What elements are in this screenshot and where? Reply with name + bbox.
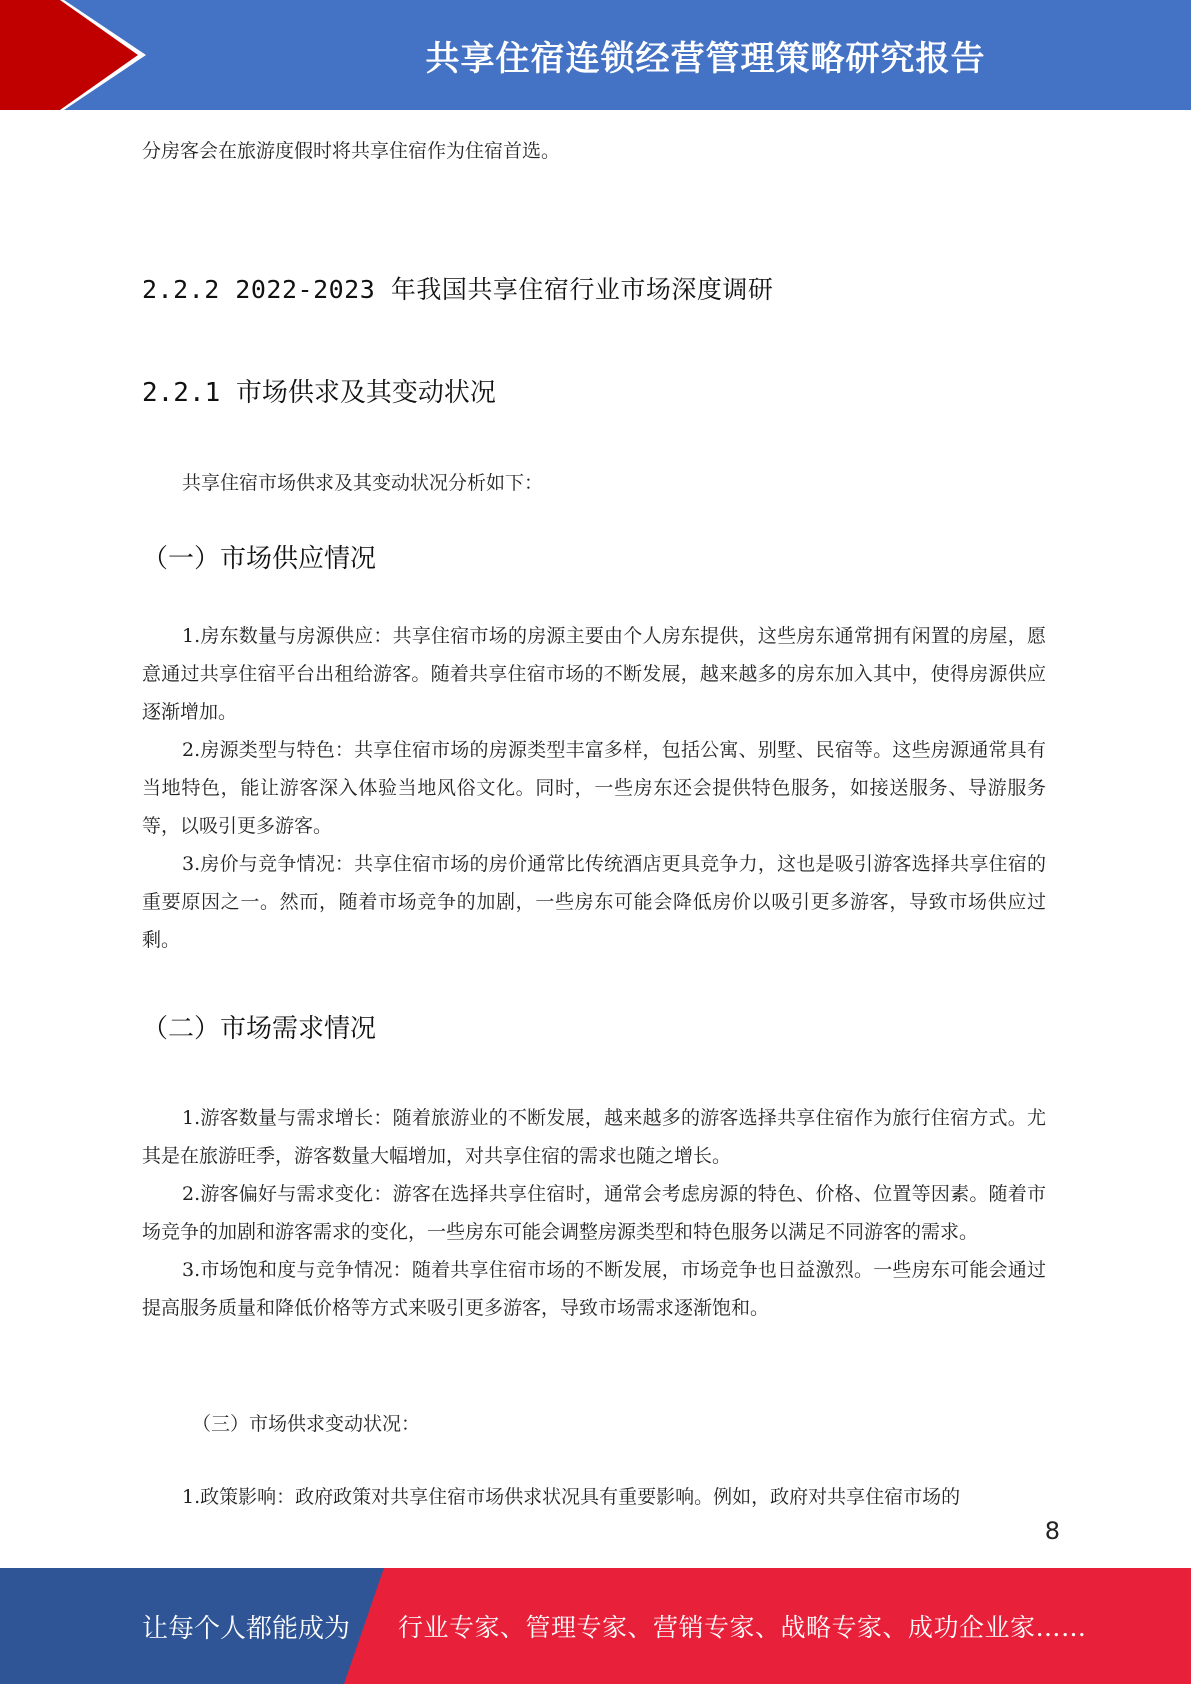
list-item: 2.房源类型与特色：共享住宿市场的房源类型丰富多样，包括公寓、别墅、民宿等。这些房源通常具有当地特色，能让游客深入体验当地风俗文化。同时，一些房东还会提供特色服务，如接送服务、导游服务等，以吸引更多游客。 <box>142 739 1046 837</box>
footer-banner <box>0 1568 1191 1684</box>
list-item: 1.游客数量与需求增长：随着旅游业的不断发展，越来越多的游客选择共享住宿作为旅行住宿方式。尤其是在旅游旺季，游客数量大幅增加，对共享住宿的需求也随之增长。 <box>142 1107 1046 1167</box>
footer-slogan-left: 让每个人都能成为 <box>142 1613 351 1644</box>
heading-2-2-1: 2.2.1 市场供求及其变动状况 <box>142 378 496 408</box>
intro-line: 分房客会在旅游度假时将共享住宿作为住宿首选。 <box>142 140 561 162</box>
header-chevron-icon <box>0 0 160 110</box>
section1-title: （一）市场供应情况 <box>142 544 377 574</box>
footer-slogan-right: 行业专家、管理专家、营销专家、战略专家、成功企业家…… <box>398 1613 1087 1642</box>
heading-2-2-2: 2.2.2 2022-2023 年我国共享住宿行业市场深度调研 <box>142 275 774 304</box>
page-number: 8 <box>1044 1517 1060 1545</box>
report-title: 共享住宿连锁经营管理策略研究报告 <box>425 38 986 79</box>
header-banner <box>0 0 1191 110</box>
lead-paragraph: 共享住宿市场供求及其变动状况分析如下： <box>182 472 544 494</box>
section3-list <box>142 1478 1046 1516</box>
list-item: 3.市场饱和度与竞争情况：随着共享住宿市场的不断发展，市场竞争也日益激烈。一些房东可能会通过提高服务质量和降低价格等方式来吸引更多游客，导致市场需求逐渐饱和。 <box>142 1259 1046 1319</box>
section2-list <box>142 1099 1046 1327</box>
section1-list <box>142 617 1046 959</box>
section2-title: （二）市场需求情况 <box>142 1014 377 1044</box>
list-item: 3.房价与竞争情况：共享住宿市场的房价通常比传统酒店更具竞争力，这也是吸引游客选择共享住宿的重要原因之一。然而，随着市场竞争的加剧，一些房东可能会降低房价以吸引更多游客，导致市场供应过剩。 <box>142 853 1046 951</box>
list-item: 1.政策影响：政府政策对共享住宿市场供求状况具有重要影响。例如，政府对共享住宿市场的 <box>182 1486 961 1508</box>
list-item: 1.房东数量与房源供应：共享住宿市场的房源主要由个人房东提供，这些房东通常拥有闲置的房屋，愿意通过共享住宿平台出租给游客。随着共享住宿市场的不断发展，越来越多的房东加入其中，使得房源供应逐渐增加。 <box>142 625 1046 723</box>
section3-title: （三）市场供求变动状况： <box>192 1413 421 1435</box>
list-item: 2.游客偏好与需求变化：游客在选择共享住宿时，通常会考虑房源的特色、价格、位置等因素。随着市场竞争的加剧和游客需求的变化，一些房东可能会调整房源类型和特色服务以满足不同游客的需求。 <box>142 1183 1046 1243</box>
